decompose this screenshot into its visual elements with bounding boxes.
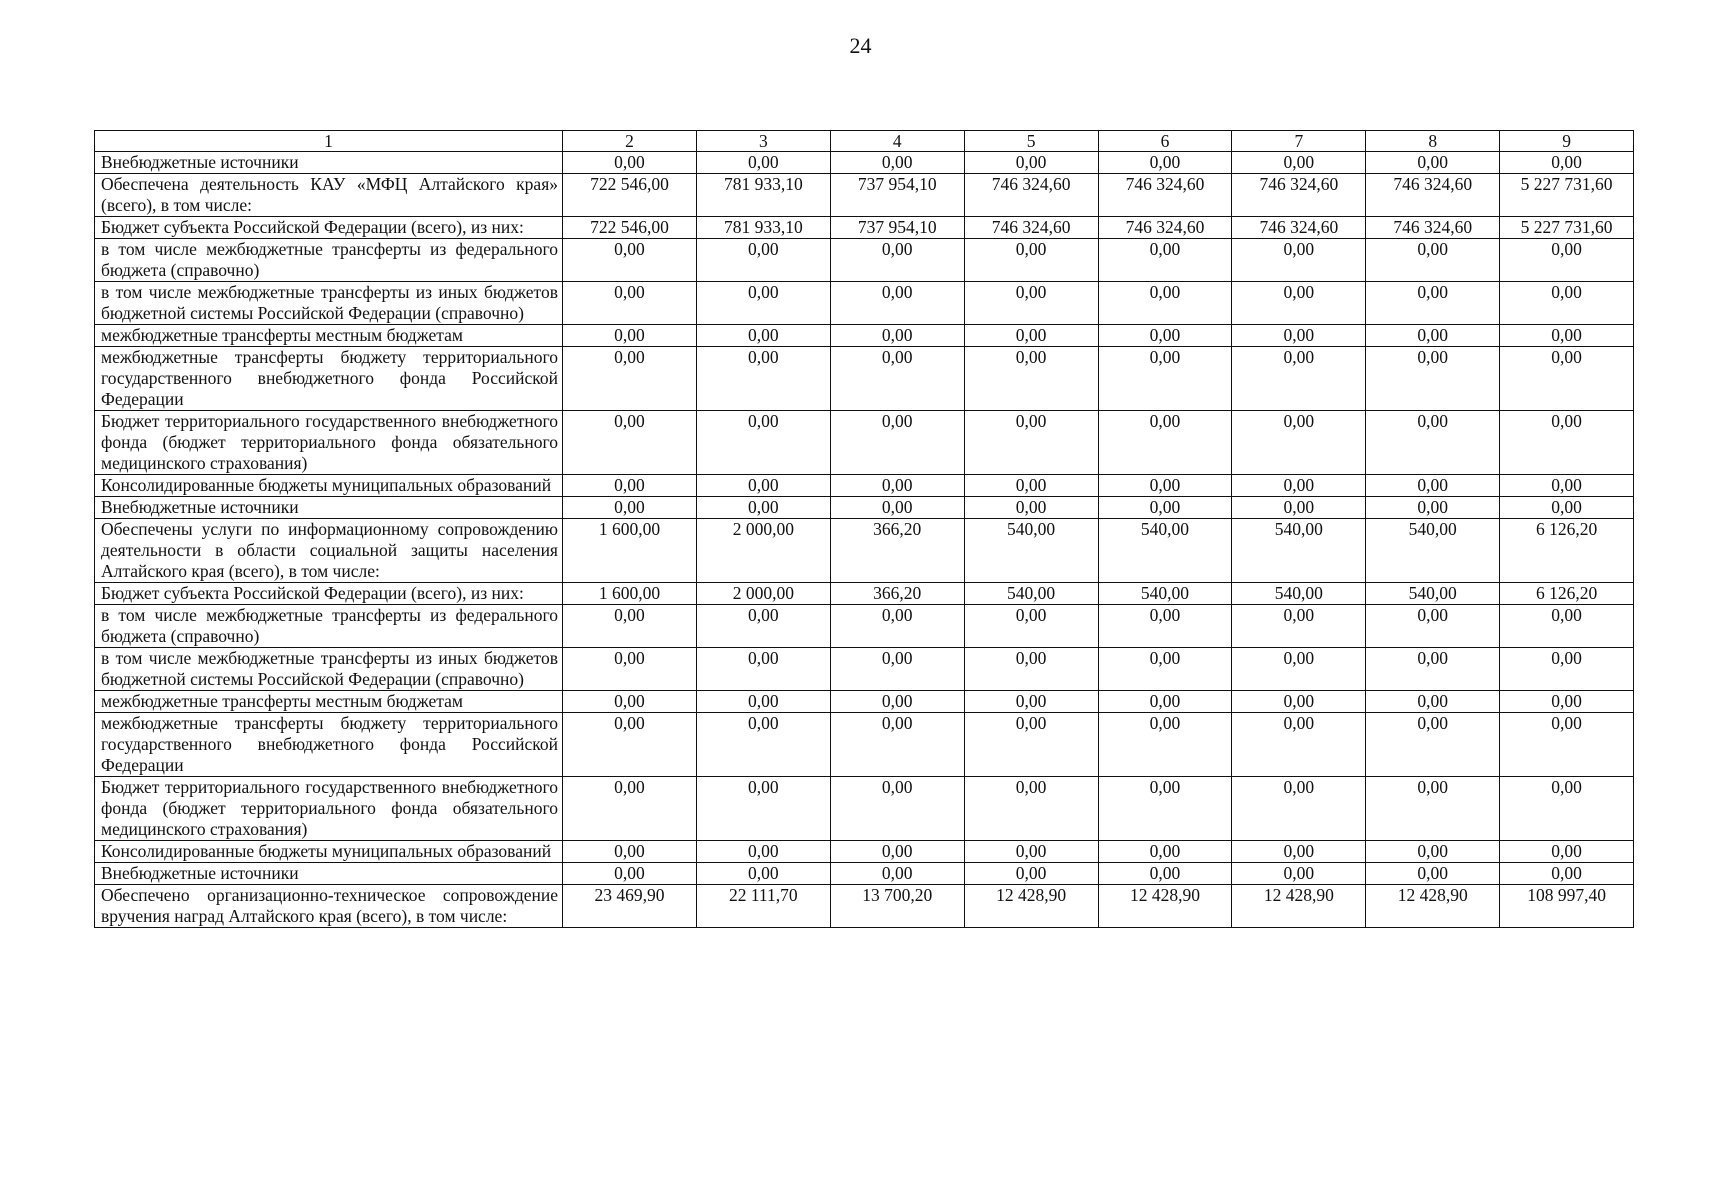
value-cell: 0,00	[1366, 325, 1500, 347]
value-cell: 0,00	[696, 497, 830, 519]
value-cell: 0,00	[1366, 347, 1500, 411]
value-cell: 0,00	[1098, 713, 1232, 777]
value-cell: 0,00	[563, 497, 697, 519]
value-cell: 0,00	[830, 841, 964, 863]
value-cell: 0,00	[563, 841, 697, 863]
value-cell: 0,00	[964, 648, 1098, 691]
row-label: Бюджет субъекта Российской Федерации (всего), из них:	[95, 583, 563, 605]
value-cell: 540,00	[1098, 519, 1232, 583]
value-cell: 0,00	[964, 863, 1098, 885]
value-cell: 0,00	[1366, 863, 1500, 885]
value-cell: 0,00	[964, 282, 1098, 325]
table-header-row	[95, 131, 1634, 152]
value-cell: 0,00	[563, 648, 697, 691]
row-label: в том числе межбюджетные трансферты из иных бюджетов бюджетной системы Российской Федерации (справочно)	[95, 282, 563, 325]
value-cell: 540,00	[1232, 583, 1366, 605]
table-row	[95, 174, 1634, 217]
value-cell: 0,00	[1232, 282, 1366, 325]
row-label: Обеспечены услуги по информационному сопровождению деятельности в области социальной защиты населения Алтайского края (всего), в том числе:	[95, 519, 563, 583]
value-cell: 781 933,10	[696, 217, 830, 239]
value-cell: 0,00	[1500, 239, 1634, 282]
value-cell: 737 954,10	[830, 174, 964, 217]
value-cell: 0,00	[1098, 411, 1232, 475]
value-cell: 0,00	[696, 777, 830, 841]
value-cell: 0,00	[696, 691, 830, 713]
value-cell: 0,00	[563, 475, 697, 497]
value-cell: 0,00	[696, 648, 830, 691]
value-cell: 22 111,70	[696, 885, 830, 928]
value-cell: 0,00	[1366, 648, 1500, 691]
value-cell: 0,00	[964, 475, 1098, 497]
value-cell: 0,00	[964, 347, 1098, 411]
table-row	[95, 519, 1634, 583]
value-cell: 0,00	[696, 239, 830, 282]
value-cell: 2 000,00	[696, 519, 830, 583]
value-cell: 0,00	[830, 648, 964, 691]
value-cell: 6 126,20	[1500, 519, 1634, 583]
table-row	[95, 411, 1634, 475]
table-row	[95, 691, 1634, 713]
value-cell: 0,00	[1366, 777, 1500, 841]
value-cell: 746 324,60	[1366, 217, 1500, 239]
value-cell: 0,00	[1500, 713, 1634, 777]
value-cell: 0,00	[1500, 282, 1634, 325]
value-cell: 746 324,60	[1098, 217, 1232, 239]
value-cell: 0,00	[1500, 605, 1634, 648]
value-cell: 0,00	[1098, 347, 1232, 411]
value-cell: 0,00	[1500, 325, 1634, 347]
value-cell: 0,00	[696, 841, 830, 863]
value-cell: 0,00	[563, 282, 697, 325]
value-cell: 722 546,00	[563, 217, 697, 239]
value-cell: 0,00	[1232, 777, 1366, 841]
value-cell: 0,00	[563, 152, 697, 174]
value-cell: 0,00	[1232, 239, 1366, 282]
value-cell: 0,00	[696, 282, 830, 325]
value-cell: 108 997,40	[1500, 885, 1634, 928]
value-cell: 540,00	[964, 519, 1098, 583]
value-cell: 737 954,10	[830, 217, 964, 239]
row-label: Бюджет территориального государственного внебюджетного фонда (бюджет территориального фонда обязательного медицинского страхования)	[95, 411, 563, 475]
value-cell: 0,00	[1366, 282, 1500, 325]
value-cell: 0,00	[1232, 713, 1366, 777]
value-cell: 0,00	[1232, 347, 1366, 411]
value-cell: 0,00	[830, 152, 964, 174]
table-row	[95, 239, 1634, 282]
value-cell: 0,00	[1500, 475, 1634, 497]
row-label: Бюджет территориального государственного внебюджетного фонда (бюджет территориального фонда обязательного медицинского страхования)	[95, 777, 563, 841]
value-cell: 746 324,60	[1366, 174, 1500, 217]
value-cell: 0,00	[1098, 497, 1232, 519]
value-cell: 0,00	[1098, 691, 1232, 713]
table-row	[95, 217, 1634, 239]
value-cell: 746 324,60	[1098, 174, 1232, 217]
value-cell: 0,00	[964, 777, 1098, 841]
row-label: Обеспечено организационно-техническое сопровождение вручения наград Алтайского края (всего), в том числе:	[95, 885, 563, 928]
value-cell: 0,00	[1232, 691, 1366, 713]
value-cell: 0,00	[696, 475, 830, 497]
value-cell: 0,00	[1366, 152, 1500, 174]
header-cell: 2	[563, 131, 697, 152]
row-label: в том числе межбюджетные трансферты из иных бюджетов бюджетной системы Российской Федерации (справочно)	[95, 648, 563, 691]
value-cell: 0,00	[1500, 648, 1634, 691]
table-row	[95, 325, 1634, 347]
row-label: в том числе межбюджетные трансферты из федерального бюджета (справочно)	[95, 605, 563, 648]
value-cell: 0,00	[1500, 497, 1634, 519]
value-cell: 0,00	[1232, 152, 1366, 174]
value-cell: 540,00	[1232, 519, 1366, 583]
row-label: Обеспечена деятельность КАУ «МФЦ Алтайского края» (всего), в том числе:	[95, 174, 563, 217]
value-cell: 0,00	[1500, 152, 1634, 174]
value-cell: 0,00	[696, 605, 830, 648]
value-cell: 0,00	[830, 282, 964, 325]
value-cell: 746 324,60	[964, 174, 1098, 217]
value-cell: 0,00	[964, 497, 1098, 519]
value-cell: 0,00	[1098, 325, 1232, 347]
value-cell: 0,00	[1366, 713, 1500, 777]
value-cell: 5 227 731,60	[1500, 174, 1634, 217]
header-cell: 4	[830, 131, 964, 152]
value-cell: 0,00	[1500, 863, 1634, 885]
value-cell: 0,00	[1232, 605, 1366, 648]
value-cell: 0,00	[964, 713, 1098, 777]
value-cell: 0,00	[1500, 411, 1634, 475]
table-row	[95, 152, 1634, 174]
value-cell: 540,00	[1366, 583, 1500, 605]
value-cell: 722 546,00	[563, 174, 697, 217]
value-cell: 0,00	[1366, 497, 1500, 519]
header-cell: 3	[696, 131, 830, 152]
table-row	[95, 475, 1634, 497]
value-cell: 0,00	[563, 691, 697, 713]
value-cell: 0,00	[563, 239, 697, 282]
budget-table	[94, 130, 1634, 928]
value-cell: 0,00	[1098, 152, 1232, 174]
value-cell: 0,00	[964, 605, 1098, 648]
value-cell: 0,00	[1232, 411, 1366, 475]
value-cell: 0,00	[1500, 691, 1634, 713]
value-cell: 0,00	[964, 152, 1098, 174]
row-label: Консолидированные бюджеты муниципальных образований	[95, 841, 563, 863]
value-cell: 13 700,20	[830, 885, 964, 928]
value-cell: 0,00	[830, 605, 964, 648]
value-cell: 0,00	[696, 325, 830, 347]
value-cell: 540,00	[1098, 583, 1232, 605]
value-cell: 0,00	[563, 713, 697, 777]
value-cell: 0,00	[1232, 841, 1366, 863]
value-cell: 5 227 731,60	[1500, 217, 1634, 239]
value-cell: 23 469,90	[563, 885, 697, 928]
row-label: межбюджетные трансферты местным бюджетам	[95, 325, 563, 347]
value-cell: 0,00	[563, 347, 697, 411]
table-row	[95, 605, 1634, 648]
table-row	[95, 841, 1634, 863]
value-cell: 0,00	[964, 691, 1098, 713]
value-cell: 0,00	[1098, 648, 1232, 691]
value-cell: 0,00	[563, 777, 697, 841]
header-cell: 6	[1098, 131, 1232, 152]
header-cell: 1	[95, 131, 563, 152]
value-cell: 0,00	[696, 347, 830, 411]
row-label: межбюджетные трансферты бюджету территориального государственного внебюджетного фонда Российской Федерации	[95, 713, 563, 777]
value-cell: 0,00	[1500, 347, 1634, 411]
value-cell: 0,00	[830, 863, 964, 885]
value-cell: 0,00	[1098, 841, 1232, 863]
value-cell: 0,00	[1232, 863, 1366, 885]
value-cell: 0,00	[1098, 863, 1232, 885]
budget-table-container	[94, 130, 1634, 928]
value-cell: 0,00	[1366, 239, 1500, 282]
value-cell: 0,00	[830, 691, 964, 713]
value-cell: 746 324,60	[1232, 174, 1366, 217]
row-label: Внебюджетные источники	[95, 863, 563, 885]
value-cell: 0,00	[830, 411, 964, 475]
value-cell: 366,20	[830, 583, 964, 605]
value-cell: 0,00	[830, 347, 964, 411]
table-row	[95, 648, 1634, 691]
value-cell: 540,00	[964, 583, 1098, 605]
row-label: Бюджет субъекта Российской Федерации (всего), из них:	[95, 217, 563, 239]
header-cell: 8	[1366, 131, 1500, 152]
header-cell: 9	[1500, 131, 1634, 152]
header-cell: 7	[1232, 131, 1366, 152]
value-cell: 0,00	[1098, 282, 1232, 325]
value-cell: 0,00	[1366, 475, 1500, 497]
value-cell: 0,00	[563, 411, 697, 475]
value-cell: 746 324,60	[964, 217, 1098, 239]
value-cell: 540,00	[1366, 519, 1500, 583]
value-cell: 0,00	[830, 239, 964, 282]
table-row	[95, 282, 1634, 325]
value-cell: 0,00	[1098, 605, 1232, 648]
value-cell: 6 126,20	[1500, 583, 1634, 605]
value-cell: 0,00	[1232, 325, 1366, 347]
table-row	[95, 347, 1634, 411]
row-label: в том числе межбюджетные трансферты из федерального бюджета (справочно)	[95, 239, 563, 282]
value-cell: 0,00	[1366, 841, 1500, 863]
value-cell: 0,00	[1098, 239, 1232, 282]
value-cell: 0,00	[830, 777, 964, 841]
value-cell: 0,00	[563, 863, 697, 885]
value-cell: 0,00	[696, 152, 830, 174]
table-body	[95, 152, 1634, 928]
value-cell: 12 428,90	[1232, 885, 1366, 928]
value-cell: 0,00	[830, 325, 964, 347]
value-cell: 781 933,10	[696, 174, 830, 217]
value-cell: 0,00	[696, 411, 830, 475]
value-cell: 1 600,00	[563, 583, 697, 605]
table-row	[95, 885, 1634, 928]
row-label: межбюджетные трансферты местным бюджетам	[95, 691, 563, 713]
value-cell: 0,00	[563, 325, 697, 347]
value-cell: 0,00	[1098, 475, 1232, 497]
value-cell: 12 428,90	[1098, 885, 1232, 928]
value-cell: 0,00	[1500, 841, 1634, 863]
value-cell: 0,00	[964, 239, 1098, 282]
value-cell: 0,00	[1366, 605, 1500, 648]
value-cell: 746 324,60	[1232, 217, 1366, 239]
value-cell: 0,00	[696, 863, 830, 885]
value-cell: 0,00	[830, 497, 964, 519]
value-cell: 0,00	[1366, 691, 1500, 713]
value-cell: 0,00	[563, 605, 697, 648]
table-row	[95, 863, 1634, 885]
value-cell: 0,00	[1366, 411, 1500, 475]
row-label: Внебюджетные источники	[95, 497, 563, 519]
table-row	[95, 583, 1634, 605]
value-cell: 2 000,00	[696, 583, 830, 605]
table-row	[95, 497, 1634, 519]
table-row	[95, 713, 1634, 777]
value-cell: 0,00	[1232, 497, 1366, 519]
value-cell: 1 600,00	[563, 519, 697, 583]
row-label: Консолидированные бюджеты муниципальных образований	[95, 475, 563, 497]
value-cell: 0,00	[1232, 475, 1366, 497]
value-cell: 0,00	[1232, 648, 1366, 691]
value-cell: 0,00	[964, 841, 1098, 863]
value-cell: 0,00	[964, 325, 1098, 347]
value-cell: 0,00	[1500, 777, 1634, 841]
header-cell: 5	[964, 131, 1098, 152]
value-cell: 0,00	[830, 713, 964, 777]
value-cell: 0,00	[964, 411, 1098, 475]
value-cell: 12 428,90	[1366, 885, 1500, 928]
row-label: межбюджетные трансферты бюджету территориального государственного внебюджетного фонда Российской Федерации	[95, 347, 563, 411]
row-label: Внебюджетные источники	[95, 152, 563, 174]
value-cell: 0,00	[830, 475, 964, 497]
value-cell: 12 428,90	[964, 885, 1098, 928]
value-cell: 0,00	[1098, 777, 1232, 841]
table-row	[95, 777, 1634, 841]
value-cell: 366,20	[830, 519, 964, 583]
page-number: 24	[849, 33, 872, 58]
value-cell: 0,00	[696, 713, 830, 777]
